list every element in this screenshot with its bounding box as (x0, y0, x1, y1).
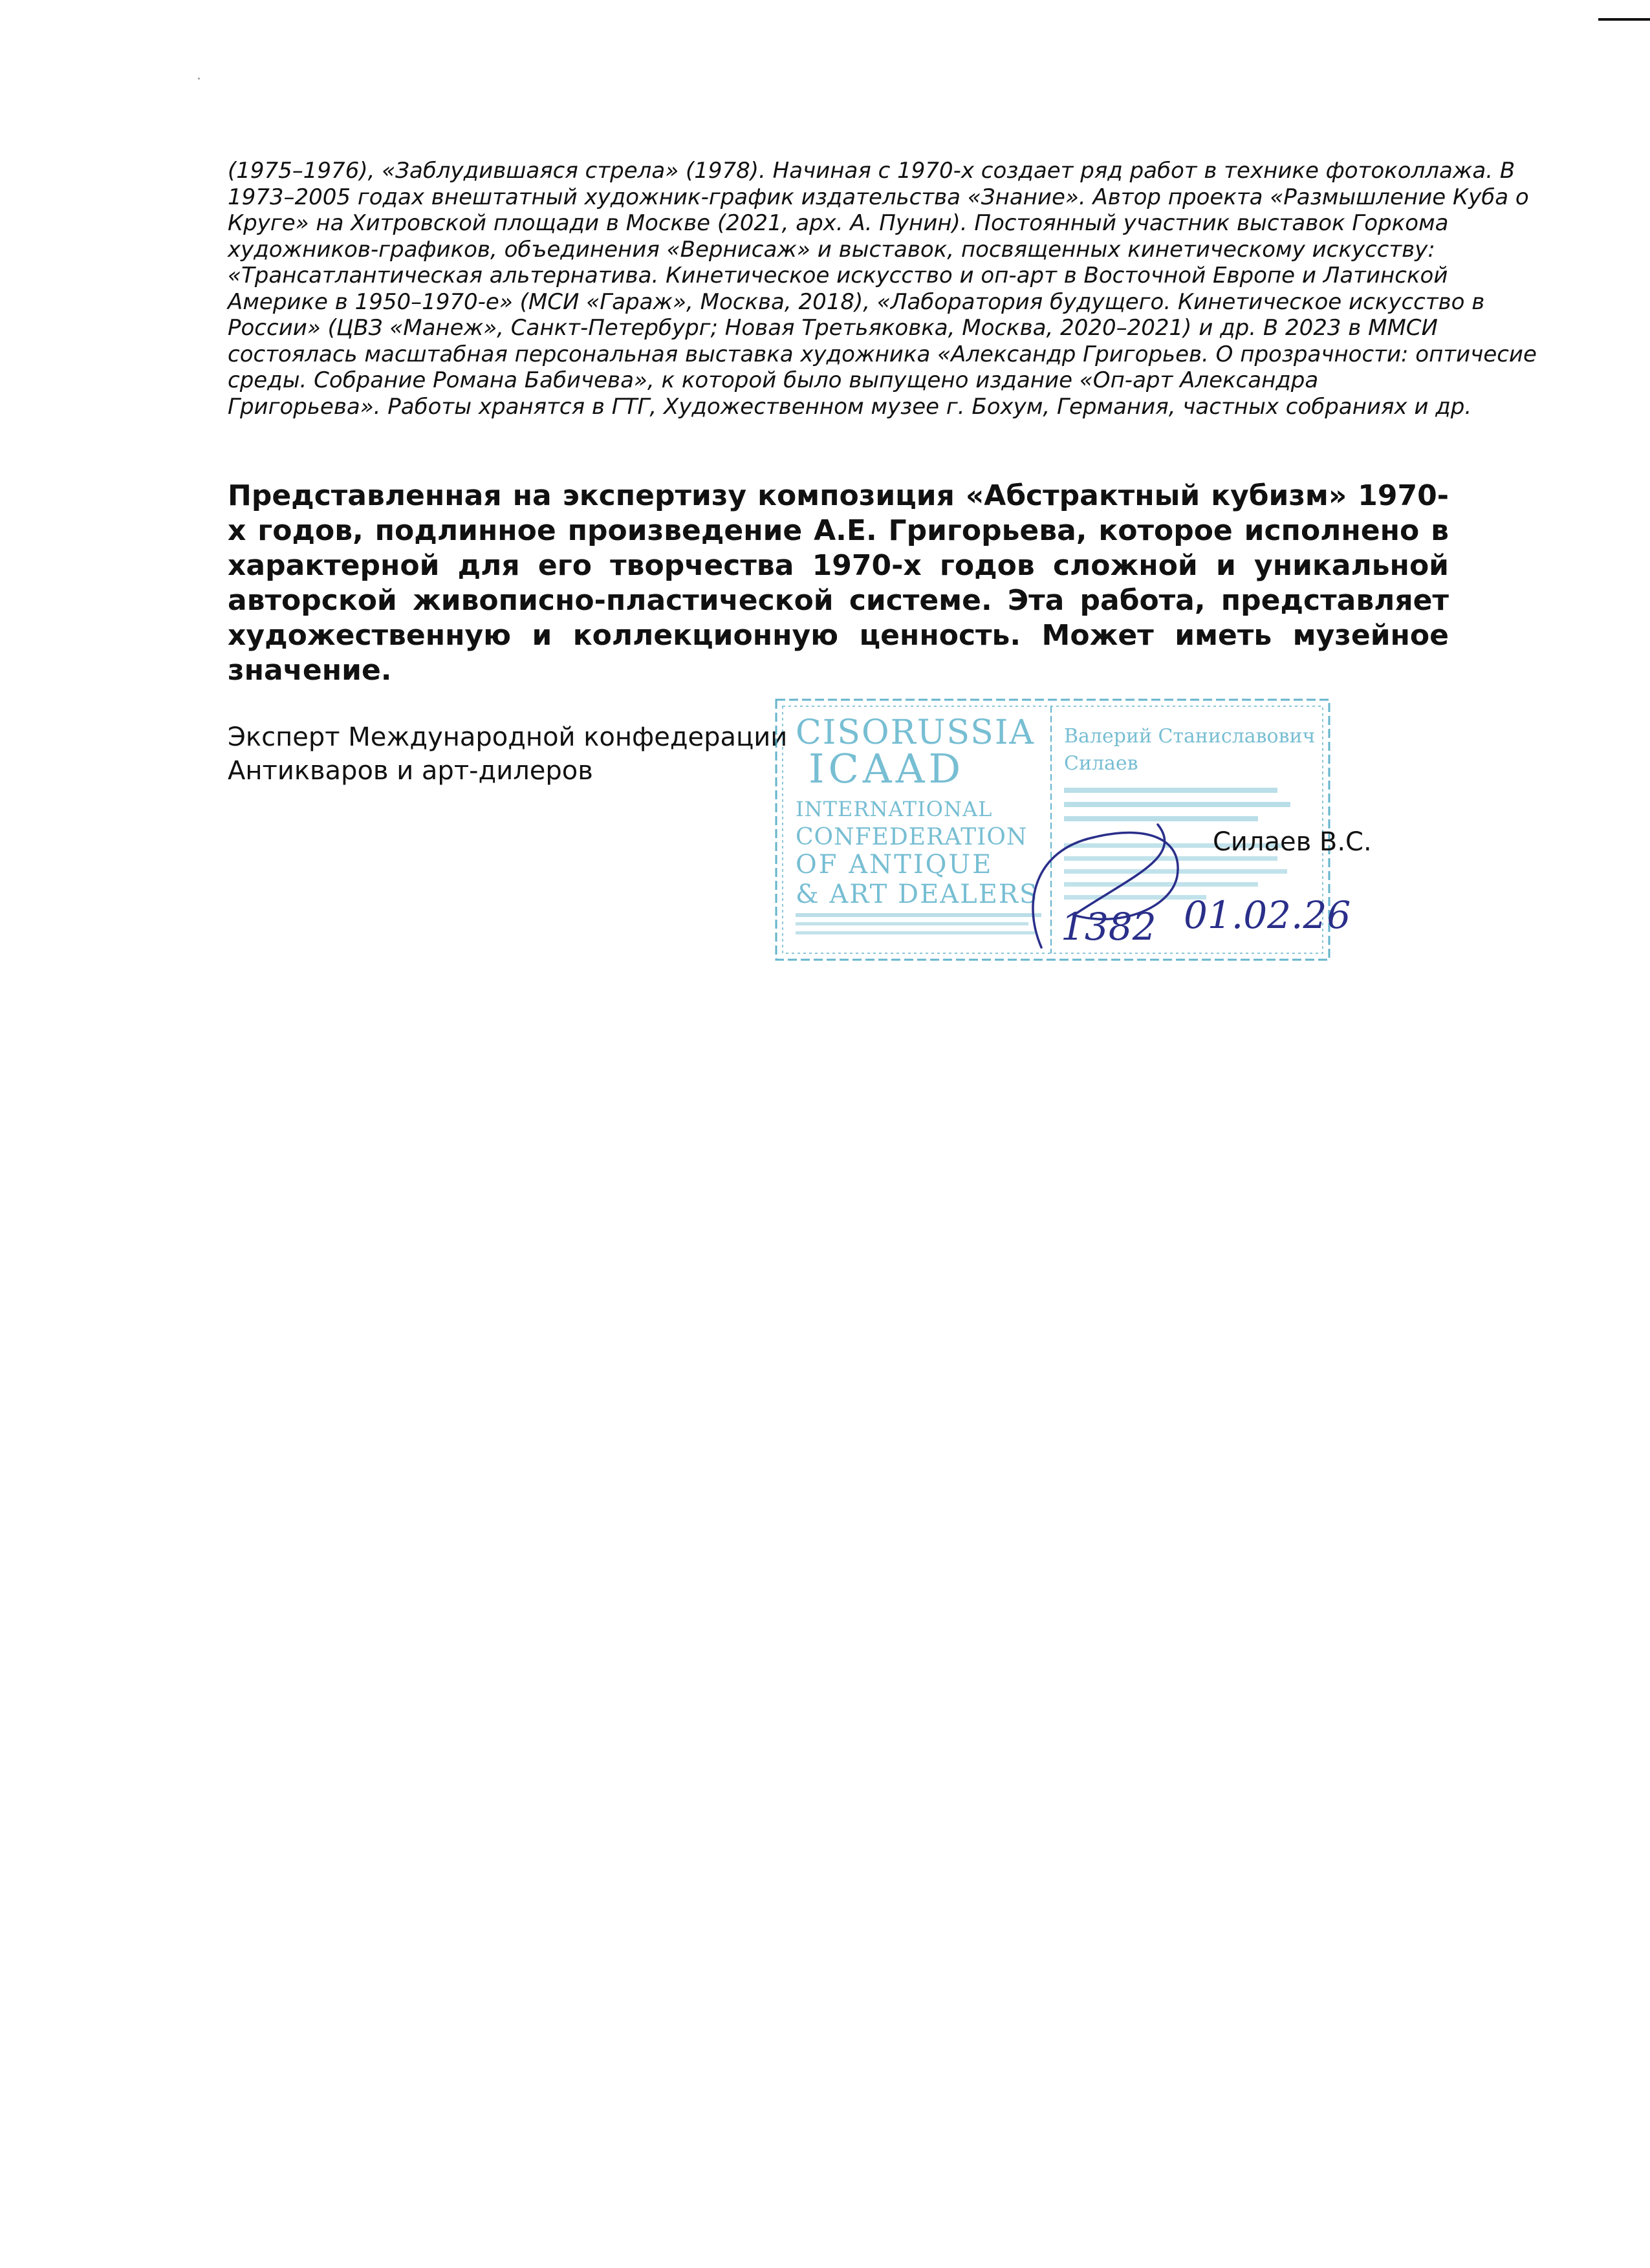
conclusion-line: значение. (228, 654, 392, 687)
bio-line: среды. Собрание Романа Бабичева», к которой было выпущено издание «Оп-арт Александра (228, 367, 1319, 393)
conclusion-line: художественную и коллекционную ценность. Может иметь музейное (228, 619, 1449, 652)
bio-line: художников-графиков, объединения «Вернисаж» и выставок, посвященных кинетическому искусству: (228, 236, 1435, 263)
stamp-text: INTERNATIONAL (796, 797, 993, 821)
stamp-text: ICAAD (809, 745, 965, 792)
biography-paragraph (228, 158, 1537, 420)
handwritten-signature (1015, 799, 1404, 960)
conclusion-line: Представленная на экспертизу композиция «Абстрактный кубизм» 1970- (228, 479, 1449, 512)
stamp-text: Силаев (1064, 752, 1138, 775)
bio-line: России» (ЦВЗ «Манеж», Санкт-Петербург; Новая Третьяковка, Москва, 2020–2021) и др. В 2023 в ММСИ (228, 315, 1438, 341)
expert-title (228, 720, 787, 788)
bio-line: состоялась масштабная персональная выставка художника «Александр Григорьев. О прозрачности: оптичесие (228, 341, 1537, 367)
stamp-text: CONFEDERATION (796, 824, 1028, 850)
bio-line: Круге» на Хитровской площади в Москве (2021, арх. А. Пунин). Постоянный участник выставок Горкома (228, 210, 1449, 236)
bio-line: «Трансатлантическая альтернатива. Кинетическое искусство и оп-арт в Восточной Европе и Латинской (228, 263, 1448, 288)
stamp-text: CISORUSSIA (796, 713, 1035, 752)
stamp-text: Валерий Станиславович (1064, 725, 1316, 748)
bio-line: 1973–2005 годах внештатный художник-график издательства «Знание». Автор проекта «Размышление Куба о (228, 184, 1529, 210)
stamp-date: 01.02.26 (1184, 893, 1351, 937)
conclusion-line: авторской живописно-пластической системе. Эта работа, представляет (228, 584, 1449, 617)
scan-artifact (198, 78, 200, 80)
stamp-registration-number: 1382 (1061, 905, 1156, 949)
conclusion-line: х годов, подлинное произведение А.Е. Григорьева, которое исполнено в (228, 514, 1449, 547)
bio-line: Америке в 1950–1970-е» (МСИ «Гараж», Москва, 2018), «Лаборатория будущего. Кинетическое искусство в (228, 288, 1485, 315)
expert-title-line: Эксперт Международной конфедерации (228, 722, 788, 752)
expert-title-line: Антикваров и арт-дилеров (228, 756, 593, 786)
bio-line: (1975–1976), «Заблудившаяся стрела» (1978). Начиная с 1970-х создает ряд работ в технике фотоколлажа. В (228, 158, 1515, 184)
stamp-text: & ART DEALERS (796, 880, 1039, 909)
stamp-text: OF ANTIQUE (796, 850, 993, 880)
page-edge-mark (1598, 18, 1650, 21)
expert-conclusion (228, 479, 1449, 688)
signer-name: Силаев В.С. (1213, 827, 1372, 857)
conclusion-line: характерной для его творчества 1970-х годов сложной и уникальной (228, 549, 1449, 582)
bio-line: Григорьева». Работы хранятся в ГТГ, Художественном музее г. Бохум, Германия, частных собраниях и др. (228, 393, 1472, 420)
